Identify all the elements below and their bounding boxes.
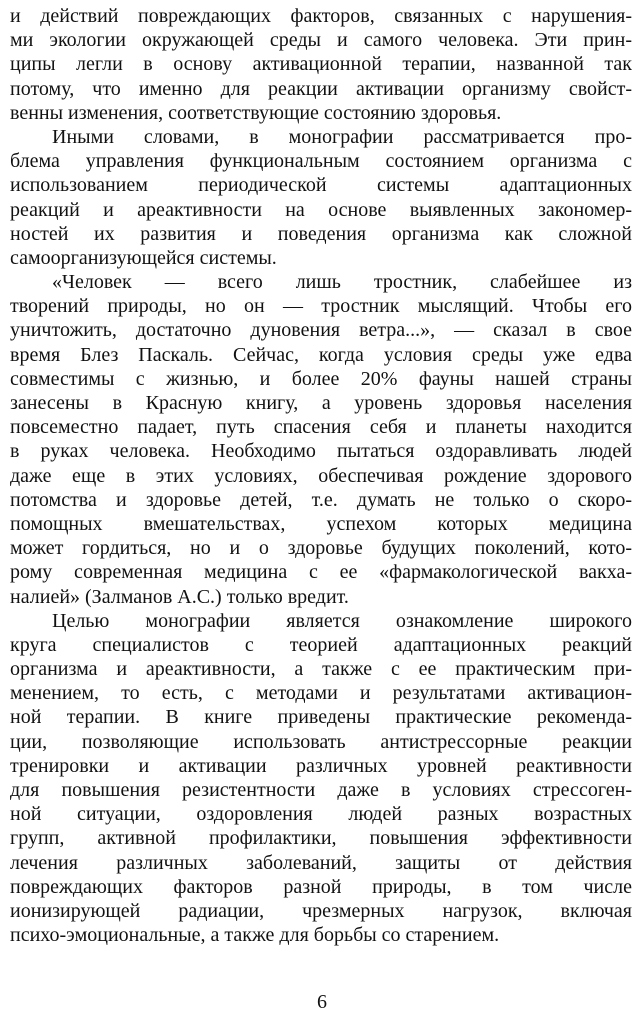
text-line: ной ситуации, оздоровления людей разных возрастных [10,803,632,826]
text-line: занесены в Красную книгу, а уровень здоровья населения [10,392,632,414]
text-line: в руках человека. Необходимо пытаться оздоравливать людей [10,440,632,463]
text-line: менением, то есть, с методами и результатами активацион- [10,682,632,705]
text-line: рому современная медицина с ее «фармакологической вакха- [10,561,632,584]
text-line: круга специалистов с теорией адаптационных реакций [10,633,632,656]
text-line: Целью монографии является ознакомление широкого [52,609,632,632]
text-line: психо-эмоциональные, а также для борьбы со старением. [10,924,500,947]
text-line: для повышения резистентности даже в условиях стрессоген- [10,779,632,801]
text-line: даже еще в этих условиях, обеспечивая рождение здорового [10,464,632,487]
text-line: потому, что именно для реакции активации организму свойст- [10,77,632,100]
text-line: организма и ареактивности, а также с ее практическим при- [10,658,632,681]
paragraph [10,125,632,270]
text-line: венны изменения, соответствующие состоянию здоровья. [10,101,502,124]
text-line: помощных вмешательствах, успехом которых медицина [10,512,632,535]
text-line: групп, активной профилактики, повышения эффективности [10,827,632,850]
text-line: «Человек — всего лишь тростник, слабейшее из [52,271,632,294]
text-line: повреждающих факторов разной природы, в том числе [10,875,632,898]
text-line: ципы легли в основу активационной терапии, названной так [10,53,632,76]
text-line: реакций и ареактивности на основе выявленных закономер- [10,198,632,221]
text-line: время Блез Паскаль. Сейчас, когда условия среды уже едва [10,343,632,366]
text-line: лечения различных заболеваний, защиты от действия [10,851,632,874]
text-line: ностей их развития и поведения организма как сложной [10,222,632,245]
text-line: самоорганизующейся системы. [10,246,277,269]
page-number: 6 [317,991,327,1013]
text-line: совместимы с жизнью, и более 20% фауны нашей страны [10,367,632,390]
text-line: налией» (Залманов А.С.) только вредит. [10,585,349,608]
text-line: ионизирующей радиации, чрезмерных нагрузок, включая [10,899,632,922]
text-line: и действий повреждающих факторов, связанных с нарушения- [10,5,632,27]
text-line: ной терапии. В книге приведены практические рекоменда- [10,706,632,729]
text-line: ции, позволяющие использовать антистрессорные реакции [10,730,632,753]
paragraph [10,270,632,609]
paragraph [10,4,632,125]
text-line: ми экологии окружающей среды и самого человека. Эти прин- [10,29,632,52]
text-line: может гордиться, но и о здоровье будущих поколений, кото- [10,537,632,560]
text-line: потомства и здоровье детей, т.е. думать не только о скоро- [10,488,632,511]
text-line: использованием периодической системы адаптационных [10,174,632,197]
paragraph [10,609,632,948]
text-line: блема управления функциональным состоянием организма с [10,150,632,173]
text-line: творений природы, но он — тростник мыслящий. Чтобы его [10,295,632,318]
text-line: уничтожить, достаточно дуновения ветра...», — сказал в свое [10,319,632,342]
body-text [10,4,632,947]
text-line: Иными словами, в монографии рассматривается про- [52,125,632,148]
text-line: тренировки и активации различных уровней реактивности [10,754,632,777]
text-line: повсеместно падает, путь спасения себя и планеты находится [10,416,632,439]
